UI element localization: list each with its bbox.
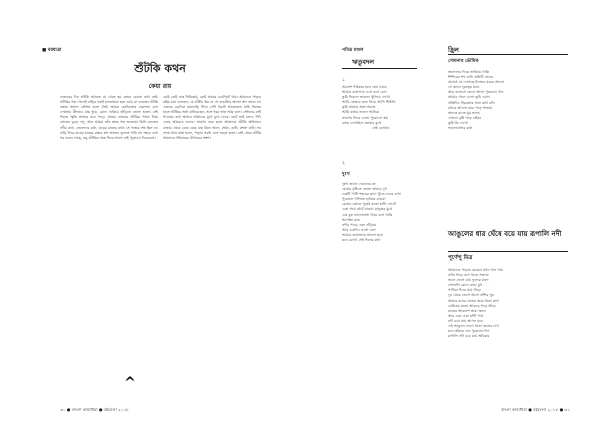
poem-title-dukkho: দুঃখ <box>342 172 350 177</box>
poem-number-1: ১ <box>342 78 345 83</box>
right-footer: বাংলা কাব্যধারা ● বইমেলা ২০১৮ ● ৩১ <box>501 407 570 412</box>
poem2-lines: দুঃখ জানে দেয়ালের রং মেঘের বৃষ্টিতে ভেজা আমার দুখ একটি পাখি শহরের ছাদে খুঁজে ফেরে বাসা পুরোনো গলিতে হারিয়ে যাওয়া মেঘের কোলে সূর্যের মতো হাসি ফোটে একা পথে হেঁটে যাওয়া মানুষের মুখে এক বুক ভালোবাসা নিয়ে বসে থাকি অপেক্ষা রাত নদীর পাড়ে একা দাঁড়িয়ে আর একদিন এসো রোদ আমার জানালায় আলো হয়ে মনে রেখো সেই দিনের কথা <box>342 182 401 243</box>
poem1-author: সোমনাথ ভৌমিক <box>448 59 479 64</box>
title-rule-2 <box>448 54 568 55</box>
story-column-1: বাজারের দিন শুঁটকি আনতে যে খেতে হয় তেমন কোনো কথা নেই। শুঁটকির গন্ধ পেলেই বাড়ির সবাই মাতোয়ারা হয়ে ওঠে। মা বলতেন শুঁটকি রান্নার আসল কৌশল হলো ধৈর্য। আমরা ছোটবেলায় বারান্দায় বসে দেখতাম কীভাবে মাছ ধুয়ে, রোদে শুকিয়ে হাঁড়িতে তোলা হতো। সেই দিনের স্মৃতি আজও মনে পড়ে। গ্রামের বাজারে শুঁটকির পসরা নিয়ে বসতেন বুড়ো দাদু, আর আমরা তাঁর কাছে গল্প শুনতাম। তিনি বলতেন নদীর কথা, জেলেদের কথা, ঝড়ের রাতের কথা। সে গল্পের শেষ ছিল না। বাড়ি ফিরে মায়ের হাতের রান্নার স্বাদ আজও ভুলতে পারি না। শহরে এসে সব বদলে গেছে, তবু শুঁটকির গন্ধে ফিরে আসে সেই পুরোনো দিনগুলো। <box>60 95 158 140</box>
hril-lines: জানালার দিকে তাকিয়ে থাকি শিশিরের শব্দ শুনি প্রতিটি ভোরে প্রবাসে যে দেখেছে নিজের ঘরের আলো সে জানে দূরত্বের মানে আর বাতাসে ভেসে আসে পুরোনো গান আমার গানে এসো তুমি এসো প্রতিদিন নীরবতার সঙ্গে কথা বলি চাঁদের আলো ঝরে পড়ে পাতায় অনেক রাতে ঘুম ভাঙে এখনো বৃষ্টি পড়ে বাইরে তুমি কি দেখো ভালোবাসার কথা <box>448 70 505 131</box>
story-column-2: কেউ কেউ নাক সিঁটকোয়, কেউ আবার চেটেপুটে খায়। আমাদের পাড়ার রহিম চাচা বলতেন, যে শুঁটকি খায় না সে বাঙালির আসল স্বাদ জানে না। একবার বড়দিনে মামাবাড়ি গিয়ে দেখি বিরাট আয়োজন। মামি নিজের হাতে শুঁটকির ভর্তা বানিয়েছেন, সঙ্গে গরম ভাত আর ডাল। সেদিনের সেই খাওয়ার কথা আজও আমাদের মুখে মুখে ফেরে। ছোট ভাই বলল, দিদি এবার আমরাও বানাব। তারপর শুরু হলো আমাদের শুঁটকি অভিযান। বাজার থেকে বেছে বেছে মাছ কিনে আনা, ধোয়া, কাটা, মশলা বাটা। সব শেষে যখন রান্না হলো, পাড়ার সবাই এসে জড়ো হলো। সেই থেকে শুঁটকি আমাদের পরিবারের উৎসবের অংশ। <box>163 95 261 140</box>
left-footer: ৩০ ● বাংলা কাব্যধারা ● বইমেলা ২০১৮ <box>60 407 129 412</box>
story-author: কেয়া রায় <box>148 83 172 90</box>
poet-name-1: পবিত্র মণ্ডল <box>342 48 364 53</box>
title-rule-3 <box>448 251 568 252</box>
title-rule <box>342 68 417 69</box>
poem-title-ritu: ঋতুবদল <box>352 58 375 66</box>
poem-title-nodi: আঙুলের ধার ঘেঁষে বয়ে যায় রূপালি নদী <box>448 230 562 238</box>
section-tag: ■ বরযাত্রা <box>42 48 62 53</box>
nodi-lines: আমাদের পাড়ার মেয়েরা যখন গান গায় নদীর ধারে বসে থাকে সন্ধ্যায় জলে ভেসে যায় ফুলের মালা সোনালি রোদে রাঙা মুখ পাখিরা ফিরে যায় নীড়ে দূর থেকে ভেসে আসে বাঁশির সুর আমার মনের ভেতর জমে থাকা কথা ঢেউয়ের মতো আছড়ে পড়ে তীরে রাতের আকাশে তারা জ্বলে আর একা একা হাঁটি পথে নদী বয়ে যায় আপন মনে এই আঙুলে লেগে থাকা জলের দাগ মনে করিয়ে দেয় পুরোনো দিন রূপালি নদী বয়ে যায় অবিরাম <box>448 268 503 339</box>
poem-number-2: ২ <box>342 161 345 166</box>
right-page <box>300 0 600 424</box>
poem-title-hril: হ্রিল <box>448 46 459 54</box>
poem2-author: পূর্ণেন্দু মিত্র <box>448 255 473 261</box>
ornament: ^ <box>124 375 136 391</box>
poem1-lines: আকাশ পরিষ্কার হলে মেঘ ডাকে আমার বারান্দায় এসে বসে রোদ তুমি ফিরলে জানলা খুলিয়ে দেখো আমি তোমার জন্য নিয়ে আসি শিউলি তুমি আমার প্রশ্নে অবাক আমি কথার জালে আটকে তারপর ফিরে এলো পুরোনো স্বপ্ন বসন্ত দেখেছিল তোমার মুখে নেই কোথাও <box>342 85 396 130</box>
story-title: শুঁটকি কথন <box>134 62 186 75</box>
